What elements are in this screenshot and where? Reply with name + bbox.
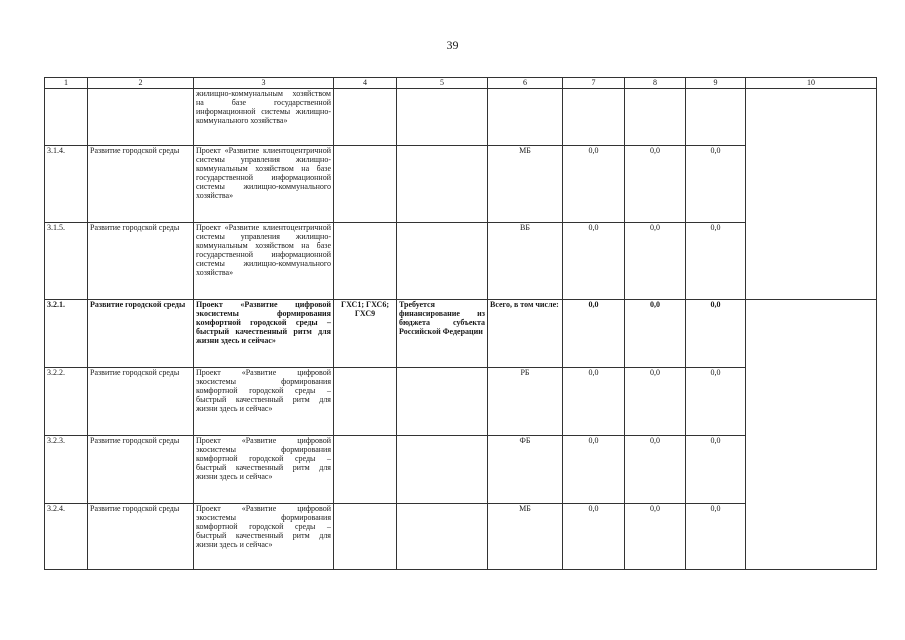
row-code xyxy=(334,89,397,146)
row-source: РБ xyxy=(488,368,563,436)
row-code xyxy=(334,368,397,436)
row-col10 xyxy=(746,300,877,570)
row-value-7: 0,0 xyxy=(563,223,625,300)
row-value-7: 0,0 xyxy=(563,146,625,223)
table-row xyxy=(45,300,877,368)
row-source: МБ xyxy=(488,504,563,570)
row-id xyxy=(45,89,88,146)
row-value-9: 0,0 xyxy=(686,436,746,504)
row-value-8: 0,0 xyxy=(625,300,686,368)
row-note xyxy=(397,368,488,436)
row-note: Требуется финансирование из бюджета субъекта Российской Федерации xyxy=(397,300,488,368)
row-value-7 xyxy=(563,89,625,146)
row-name: Развитие городской среды xyxy=(88,223,194,300)
row-value-7: 0,0 xyxy=(563,300,625,368)
row-source: МБ xyxy=(488,146,563,223)
header-cell: 4 xyxy=(334,78,397,89)
budget-table xyxy=(44,77,877,570)
row-id: 3.1.4. xyxy=(45,146,88,223)
row-project: Проект «Развитие цифровой экосистемы формирования комфортной городской среды – быстрый качественный ритм для жизни здесь и сейчас» xyxy=(194,300,334,368)
row-project: Проект «Развитие цифровой экосистемы формирования комфортной городской среды – быстрый качественный ритм для жизни здесь и сейчас» xyxy=(194,368,334,436)
row-value-8: 0,0 xyxy=(625,368,686,436)
row-value-7: 0,0 xyxy=(563,504,625,570)
header-row xyxy=(45,78,877,89)
row-code xyxy=(334,436,397,504)
row-value-8 xyxy=(625,89,686,146)
row-value-7: 0,0 xyxy=(563,368,625,436)
row-value-9: 0,0 xyxy=(686,300,746,368)
row-name: Развитие городской среды xyxy=(88,436,194,504)
row-value-8: 0,0 xyxy=(625,504,686,570)
row-project: Проект «Развитие цифровой экосистемы формирования комфортной городской среды – быстрый качественный ритм для жизни здесь и сейчас» xyxy=(194,436,334,504)
row-id: 3.1.5. xyxy=(45,223,88,300)
row-id: 3.2.4. xyxy=(45,504,88,570)
row-project: Проект «Развитие клиентоцентричной системы управления жилищно-коммунальным хозяйством на базе государственной информационной системы жилищно-коммунального хозяйства» xyxy=(194,146,334,223)
row-note xyxy=(397,146,488,223)
row-source: Всего, в том числе: xyxy=(488,300,563,368)
header-cell: 6 xyxy=(488,78,563,89)
row-note xyxy=(397,223,488,300)
row-name xyxy=(88,89,194,146)
row-project: Проект «Развитие клиентоцентричной системы управления жилищно-коммунальным хозяйством на базе государственной информационной системы жилищно-коммунального хозяйства» xyxy=(194,223,334,300)
row-value-9: 0,0 xyxy=(686,146,746,223)
row-value-8: 0,0 xyxy=(625,436,686,504)
header-cell: 5 xyxy=(397,78,488,89)
row-project: жилищно-коммунальным хозяйством на базе государственной информационной системы жилищно-коммунального хозяйства» xyxy=(194,89,334,146)
row-code xyxy=(334,504,397,570)
row-name: Развитие городской среды xyxy=(88,504,194,570)
row-value-9: 0,0 xyxy=(686,504,746,570)
row-col10 xyxy=(746,89,877,300)
row-note xyxy=(397,89,488,146)
row-id: 3.2.1. xyxy=(45,300,88,368)
header-cell: 1 xyxy=(45,78,88,89)
row-note xyxy=(397,436,488,504)
row-value-7: 0,0 xyxy=(563,436,625,504)
row-name: Развитие городской среды xyxy=(88,368,194,436)
row-code: ГХС1; ГХС6; ГХС9 xyxy=(334,300,397,368)
row-id: 3.2.3. xyxy=(45,436,88,504)
row-value-9: 0,0 xyxy=(686,223,746,300)
row-name: Развитие городской среды xyxy=(88,146,194,223)
row-source: ФБ xyxy=(488,436,563,504)
header-cell: 9 xyxy=(686,78,746,89)
page-number: 39 xyxy=(446,38,459,52)
row-source: ВБ xyxy=(488,223,563,300)
table-row xyxy=(45,89,877,146)
header-cell: 7 xyxy=(563,78,625,89)
row-note xyxy=(397,504,488,570)
row-code xyxy=(334,146,397,223)
header-cell: 2 xyxy=(88,78,194,89)
row-name: Развитие городской среды xyxy=(88,300,194,368)
row-value-9 xyxy=(686,89,746,146)
row-source xyxy=(488,89,563,146)
row-value-9: 0,0 xyxy=(686,368,746,436)
row-value-8: 0,0 xyxy=(625,223,686,300)
row-project: Проект «Развитие цифровой экосистемы формирования комфортной городской среды – быстрый качественный ритм для жизни здесь и сейчас» xyxy=(194,504,334,570)
header-cell: 8 xyxy=(625,78,686,89)
row-code xyxy=(334,223,397,300)
row-id: 3.2.2. xyxy=(45,368,88,436)
header-cell: 3 xyxy=(194,78,334,89)
header-cell: 10 xyxy=(746,78,877,89)
row-value-8: 0,0 xyxy=(625,146,686,223)
